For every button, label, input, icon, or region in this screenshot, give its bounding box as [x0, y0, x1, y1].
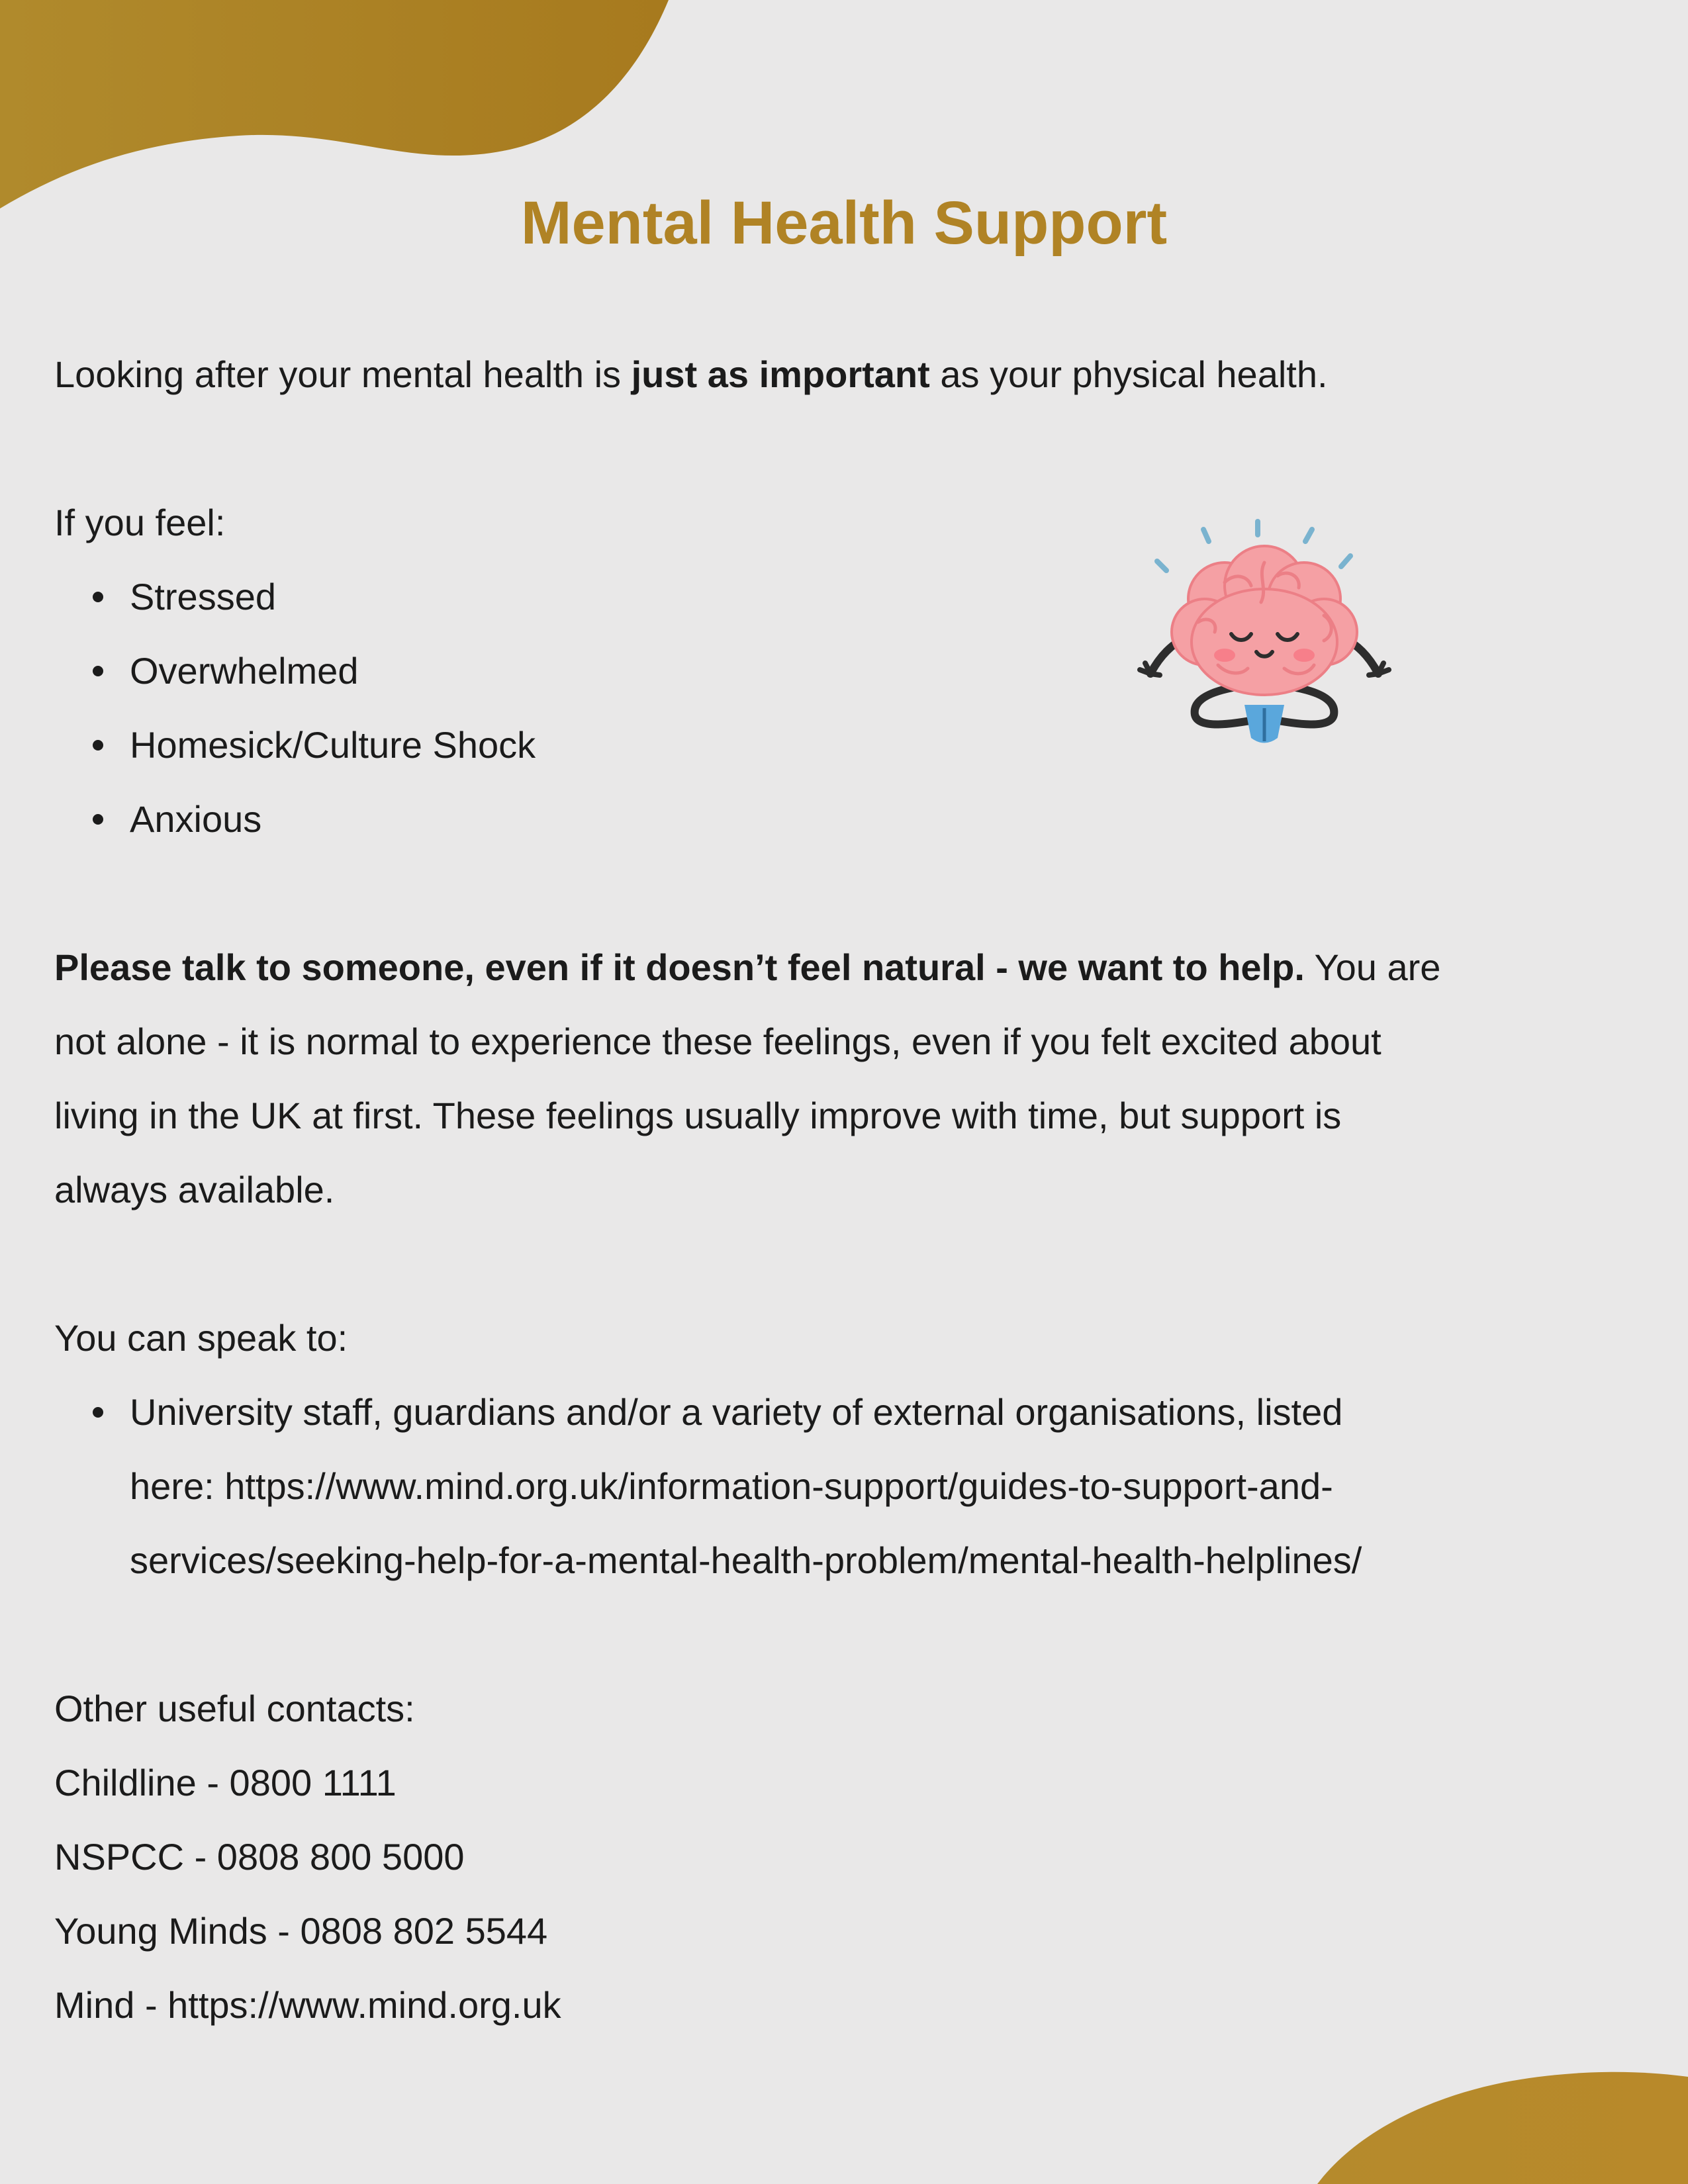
speak-to-heading: You can speak to: — [54, 1317, 348, 1359]
list-item — [54, 782, 1643, 856]
talk-text: You are — [1304, 946, 1441, 988]
talk-paragraph-line-1 — [54, 931, 1643, 1005]
list-item — [54, 560, 1643, 634]
contact-nspcc: NSPCC - 0808 800 5000 — [54, 1836, 465, 1878]
list-item — [54, 1375, 1643, 1598]
speak-to-line: University staff, guardians and/or a variety of external organisations, listed — [130, 1391, 1343, 1433]
top-corner-wave — [0, 0, 669, 212]
bullet-icon — [93, 592, 103, 602]
feeling-label: Overwhelmed — [130, 650, 359, 692]
talk-paragraph-line-2: not alone - it is normal to experience these feelings, even if you felt excited about — [54, 1021, 1382, 1062]
bullet-icon — [93, 740, 103, 751]
bullet-icon — [93, 814, 103, 825]
talk-paragraph-line-3: living in the UK at first. These feelings usually improve with time, but support is — [54, 1095, 1342, 1136]
feelings-list — [54, 560, 1643, 856]
bullet-icon — [93, 1407, 103, 1418]
feeling-label: Stressed — [130, 576, 276, 617]
list-item — [54, 708, 1643, 782]
feeling-label: Homesick/Culture Shock — [130, 724, 536, 766]
document-body — [54, 338, 1643, 2042]
contacts-heading: Other useful contacts: — [54, 1688, 415, 1729]
feelings-heading: If you feel: — [54, 502, 226, 543]
page-title: Mental Health Support — [520, 189, 1168, 257]
intro-emphasis: just as important — [631, 353, 930, 395]
intro-text-end: as your physical health. — [929, 353, 1328, 395]
meditating-brain-icon — [1125, 516, 1403, 754]
intro-text: Looking after your mental health is — [54, 353, 632, 395]
speak-to-list — [54, 1375, 1643, 1598]
intro-paragraph — [54, 338, 1643, 412]
bottom-corner-wave — [1317, 2052, 1688, 2184]
list-item — [54, 634, 1643, 708]
helplines-link[interactable]: here: https://www.mind.org.uk/information-support/guides-to-support-and- — [130, 1465, 1333, 1507]
feeling-label: Anxious — [130, 798, 262, 840]
bullet-icon — [93, 666, 103, 676]
helplines-link-continued[interactable]: services/seeking-help-for-a-mental-health-problem/mental-health-helplines/ — [130, 1539, 1362, 1581]
contact-young-minds: Young Minds - 0808 802 5544 — [54, 1910, 548, 1952]
contact-mind[interactable]: Mind - https://www.mind.org.uk — [54, 1984, 561, 2026]
contact-childline: Childline - 0800 1111 — [54, 1762, 397, 1803]
talk-emphasis: Please talk to someone, even if it doesn’t feel natural - we want to help. — [54, 946, 1305, 988]
talk-paragraph-line-4: always available. — [54, 1169, 335, 1210]
